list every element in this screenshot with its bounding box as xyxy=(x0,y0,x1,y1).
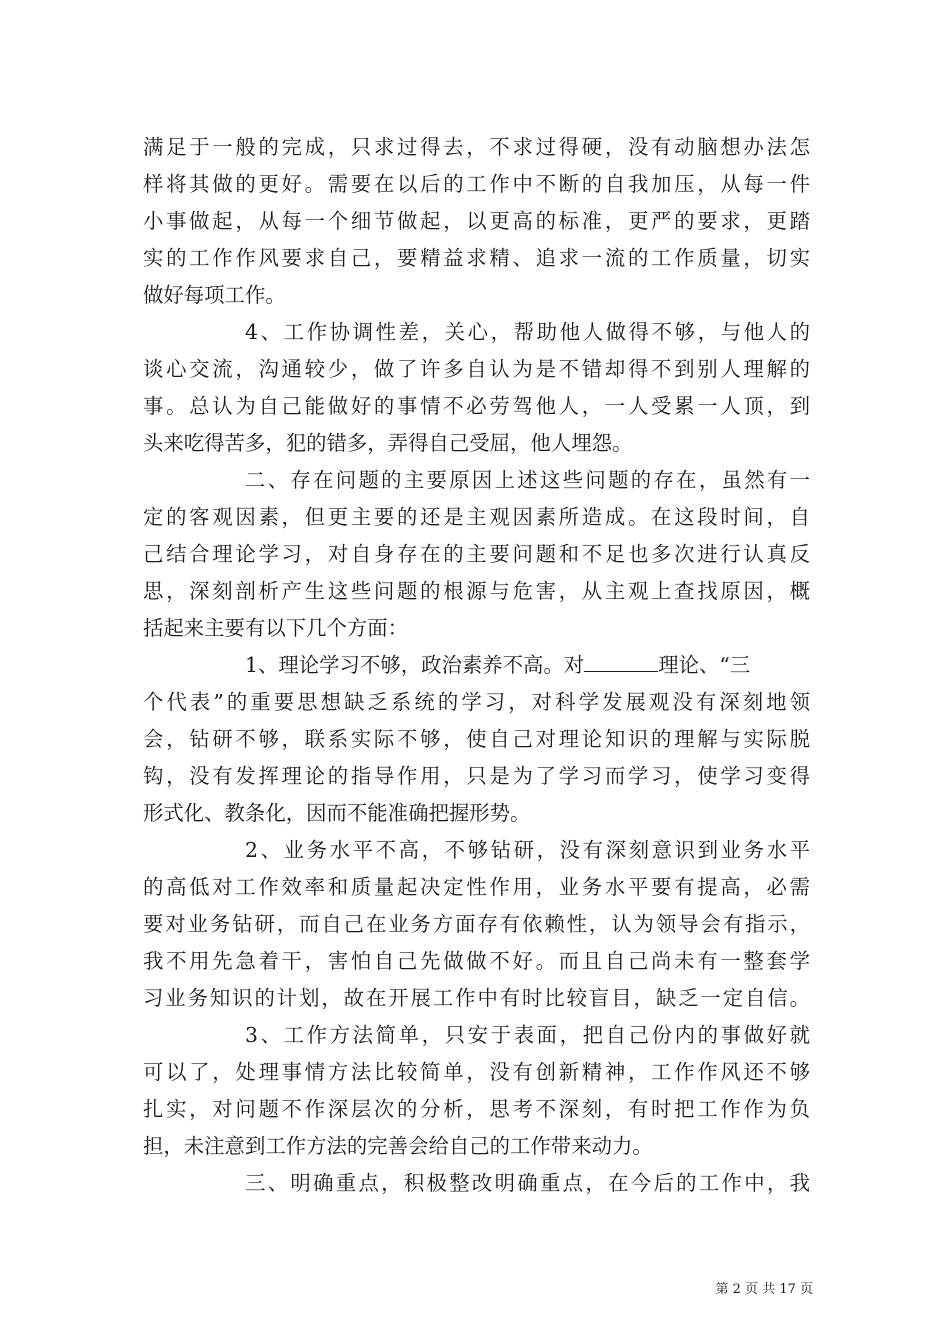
paragraph-start-line: 4、工作协调性差，关心，帮助他人做得不够，与他人的 xyxy=(245,320,810,344)
text-line: 扎实，对问题不作深层次的分析，思考不深刻，有时把工作作为负 xyxy=(143,1097,810,1121)
text-segment: 理论、“三 xyxy=(658,653,751,677)
text-line: 头来吃得苦多，犯的错多，弄得自己受屈，他人埋怨。 xyxy=(143,431,633,455)
text-line: 己结合理论学习，对自身存在的主要问题和不足也多次进行认真反 xyxy=(143,542,810,566)
fill-in-blank xyxy=(584,653,658,672)
text-line: 事。总认为自己能做好的事情不必劳驾他人，一人受累一人顶，到 xyxy=(143,394,810,418)
paragraph-start-line: 2、业务水平不高，不够钻研，没有深刻意识到业务水平 xyxy=(245,838,810,862)
paragraph-start-line xyxy=(245,647,810,684)
paragraph-start-line: 3、工作方法简单，只安于表面，把自己份内的事做好就 xyxy=(245,1023,810,1047)
text-line: 担，未注意到工作方法的完善会给自己的工作带来动力。 xyxy=(143,1134,653,1158)
text-line: 习业务知识的计划，故在开展工作中有时比较盲目，缺乏一定自信。 xyxy=(143,986,810,1010)
text-line: 个代表”的重要思想缺乏系统的学习，对科学发展观没有深刻地领 xyxy=(143,690,810,714)
text-line: 括起来主要有以下几个方面： xyxy=(143,616,409,640)
text-line: 思，深刻剖析产生这些问题的根源与危害，从主观上查找原因，概 xyxy=(143,579,810,603)
text-line: 谈心交流，沟通较少，做了许多自认为是不错却得不到别人理解的 xyxy=(143,357,810,381)
text-segment: 1、理论学习不够，政治素养不高。对 xyxy=(245,653,585,677)
text-line: 实的工作作风要求自己，要精益求精、追求一流的工作质量，切实 xyxy=(143,246,810,270)
text-line: 要对业务钻研，而自己在业务方面存有依赖性，认为领导会有指示， xyxy=(143,912,810,936)
text-line: 小事做起，从每一个细节做起，以更高的标准，更严的要求，更踏 xyxy=(143,209,810,233)
text-line: 钩，没有发挥理论的指导作用，只是为了学习而学习，使学习变得 xyxy=(143,764,810,788)
text-line: 的高低对工作效率和质量起决定性作用，业务水平要有提高，必需 xyxy=(143,875,810,899)
text-line: 形式化、教条化，因而不能准确把握形势。 xyxy=(143,801,531,825)
text-line: 可以了，处理事情方法比较简单，没有创新精神，工作作风还不够 xyxy=(143,1060,810,1084)
text-line: 满足于一般的完成，只求过得去，不求过得硬，没有动脑想办法怎 xyxy=(143,135,810,159)
text-line: 定的客观因素，但更主要的还是主观因素所造成。在这段时间，自 xyxy=(143,505,810,529)
text-line: 我不用先急着干，害怕自己先做做不好。而且自己尚未有一整套学 xyxy=(143,949,810,973)
page-number-footer: 第 2 页 共 17 页 xyxy=(715,1282,813,1297)
paragraph-start-line: 三、明确重点，积极整改明确重点，在今后的工作中，我 xyxy=(245,1171,810,1195)
paragraph-start-line: 二、存在问题的主要原因上述这些问题的存在，虽然有一 xyxy=(245,468,810,492)
text-line: 会，钻研不够，联系实际不够，使自己对理论知识的理解与实际脱 xyxy=(143,727,810,751)
text-line: 做好每项工作。 xyxy=(143,283,286,307)
text-line: 样将其做的更好。需要在以后的工作中不断的自我加压，从每一件 xyxy=(143,172,810,196)
